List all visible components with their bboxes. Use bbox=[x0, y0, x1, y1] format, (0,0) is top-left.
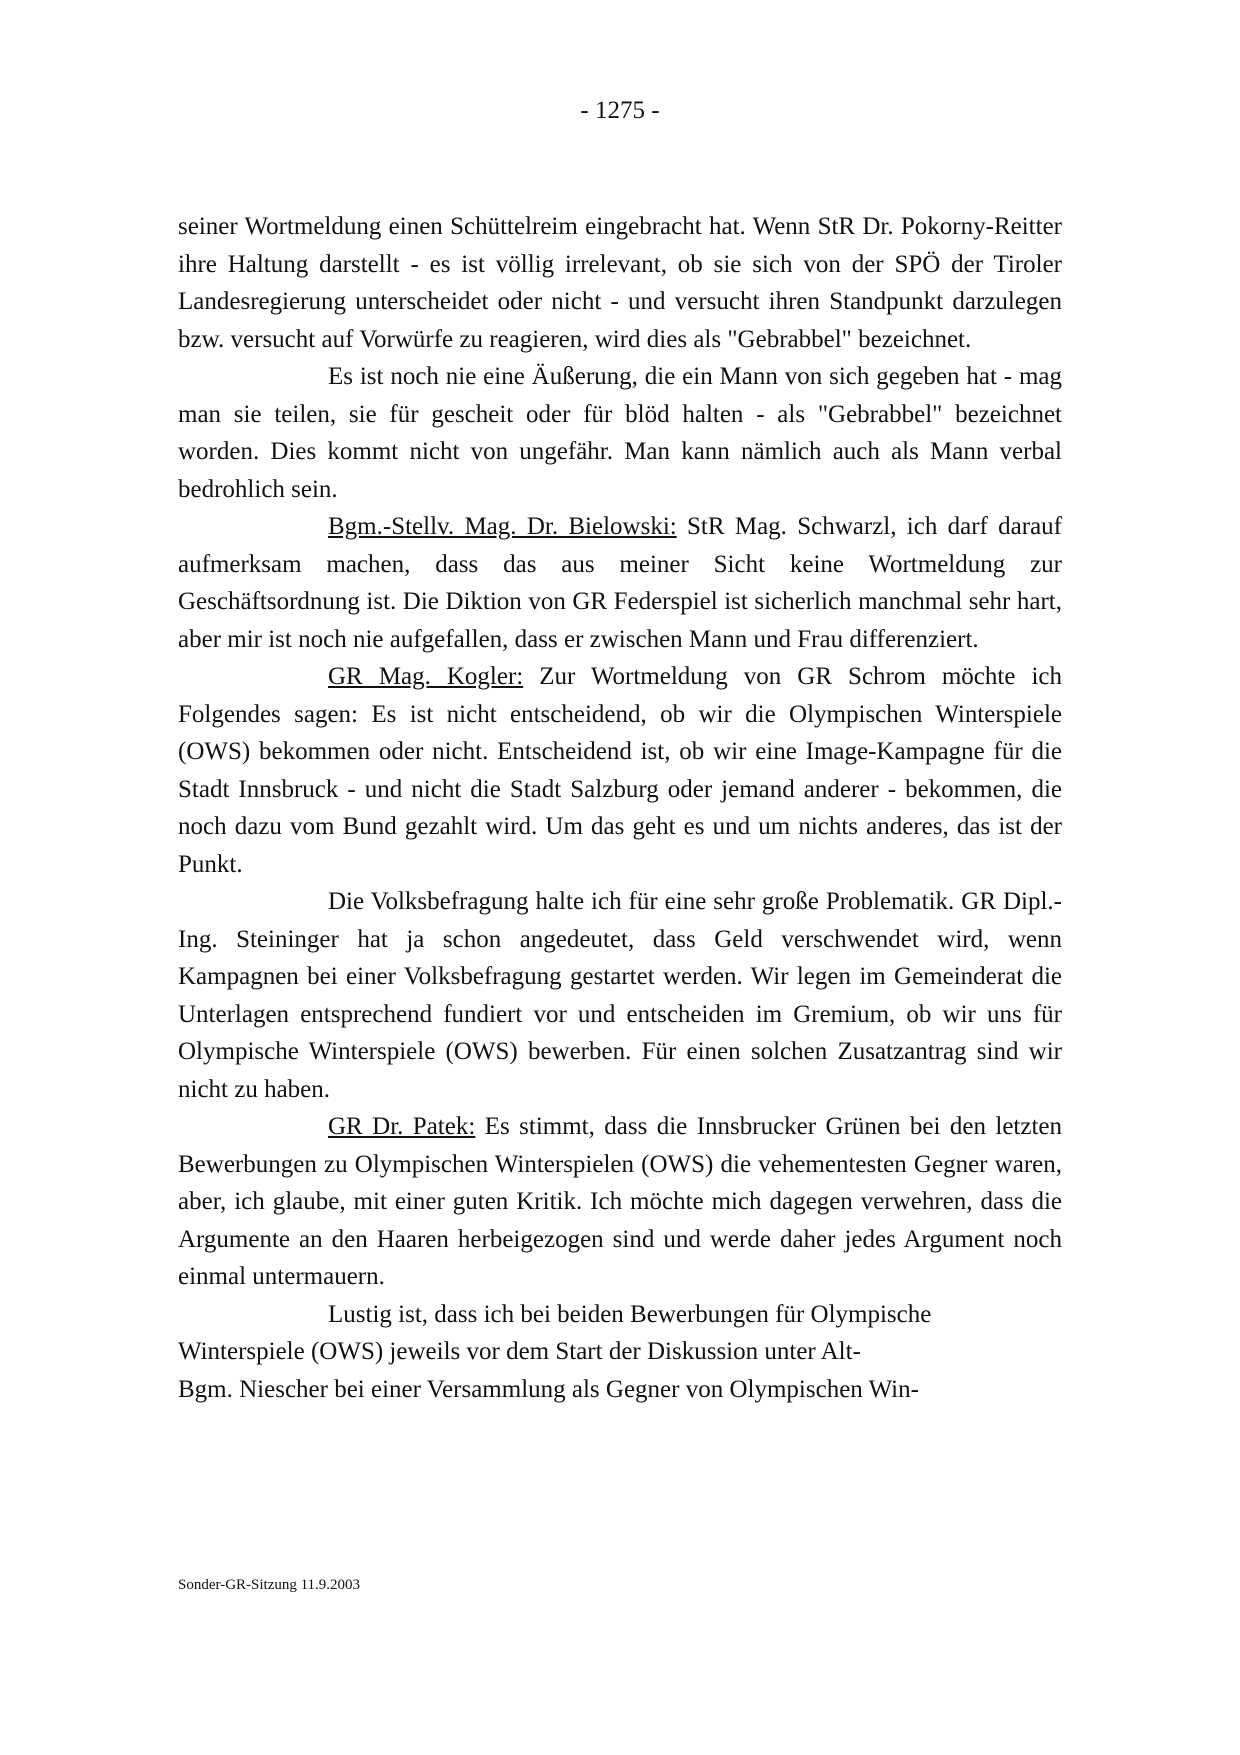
paragraph bbox=[178, 358, 1062, 508]
speaker-paragraph bbox=[178, 508, 1062, 658]
paragraph-text: Die Volksbefragung halte ich für eine sehr große Problematik. GR Dipl.-Ing. Steininger hat ja schon angedeutet, dass Geld verschwendet wird, wenn Kampagnen bei einer Volksbefragung gestartet werden. Wir legen im Gemeinderat die Unterlagen entsprechend fundiert vor und entscheiden im Gremium, ob wir uns für Olympische Winterspiele (OWS) bewerben. Für einen solchen Zusatzantrag sind wir nicht zu haben. bbox=[178, 888, 1062, 1103]
paragraph-line: Winterspiele (OWS) jeweils vor dem Start der Diskussion unter Alt- bbox=[178, 1338, 861, 1365]
paragraph-last bbox=[178, 1296, 1062, 1409]
page-footer: Sonder-GR-Sitzung 11.9.2003 bbox=[178, 1577, 361, 1593]
speaker-paragraph bbox=[178, 658, 1062, 883]
paragraph-text: Es ist noch nie eine Äußerung, die ein Mann von sich gegeben hat - mag man sie teilen, sie für gescheit oder für blöd halten - als "Gebrabbel" bezeichnet worden. Dies kommt nicht von ungefähr. Man kann nämlich auch als Mann verbal bedrohlich sein. bbox=[178, 363, 1062, 503]
speaker-name: GR Mag. Kogler: bbox=[328, 663, 524, 690]
speaker-name: Bgm.-Stellv. Mag. Dr. Bielowski: bbox=[328, 513, 677, 540]
paragraph-text: Zur Wortmeldung von GR Schrom möchte ich Folgendes sagen: Es ist nicht entscheidend, ob wir die Olympischen Winterspiele (OWS) bekommen oder nicht. Entscheidend ist, ob wir eine Image-Kampagne für die Stadt Innsbruck - und nicht die Stadt Salzburg oder jemand anderer - bekommen, die noch dazu vom Bund gezahlt wird. Um das geht es und um nichts anderes, das ist der Punkt. bbox=[178, 663, 1063, 878]
paragraph-text: Es stimmt, dass die Innsbrucker Grünen bei den letzten Bewerbungen zu Olympischen Winterspielen (OWS) die vehementesten Gegner waren, aber, ich glaube, mit einer guten Kritik. Ich möchte mich dagegen verwehren, dass die Argumente an den Haaren herbeigezogen sind und werde daher jedes Argument noch einmal untermauern. bbox=[178, 1113, 1062, 1290]
paragraph-line: Lustig ist, dass ich bei beiden Bewerbungen für Olympische bbox=[328, 1300, 932, 1328]
paragraph-text: seiner Wortmeldung einen Schüttelreim eingebracht hat. Wenn StR Dr. Pokorny-Reitter ihre Haltung darstellt - es ist völlig irrelevant, ob sie sich von der SPÖ der Tiroler Landesregierung unterscheidet oder nicht - und versucht ihren Standpunkt darzulegen bzw. versucht auf Vorwürfe zu reagieren, wird dies als "Gebrabbel" bezeichnet. bbox=[178, 213, 1062, 353]
paragraph-continuation bbox=[178, 208, 1062, 358]
page-number: - 1275 - bbox=[580, 97, 660, 124]
paragraph-text: StR Mag. Schwarzl, ich darf darauf aufmerksam machen, dass das aus meiner Sicht keine Wortmeldung zur Geschäftsordnung ist. Die Diktion von GR Federspiel ist sicherlich manchmal sehr hart, aber mir ist noch nie aufgefallen, dass er zwischen Mann und Frau differenziert. bbox=[178, 513, 1062, 653]
paragraph bbox=[178, 883, 1062, 1108]
document-body bbox=[178, 208, 1062, 1408]
speaker-name: GR Dr. Patek: bbox=[328, 1113, 476, 1140]
speaker-paragraph bbox=[178, 1108, 1062, 1296]
paragraph-line: Bgm. Niescher bei einer Versammlung als Gegner von Olympischen Win- bbox=[178, 1375, 919, 1403]
